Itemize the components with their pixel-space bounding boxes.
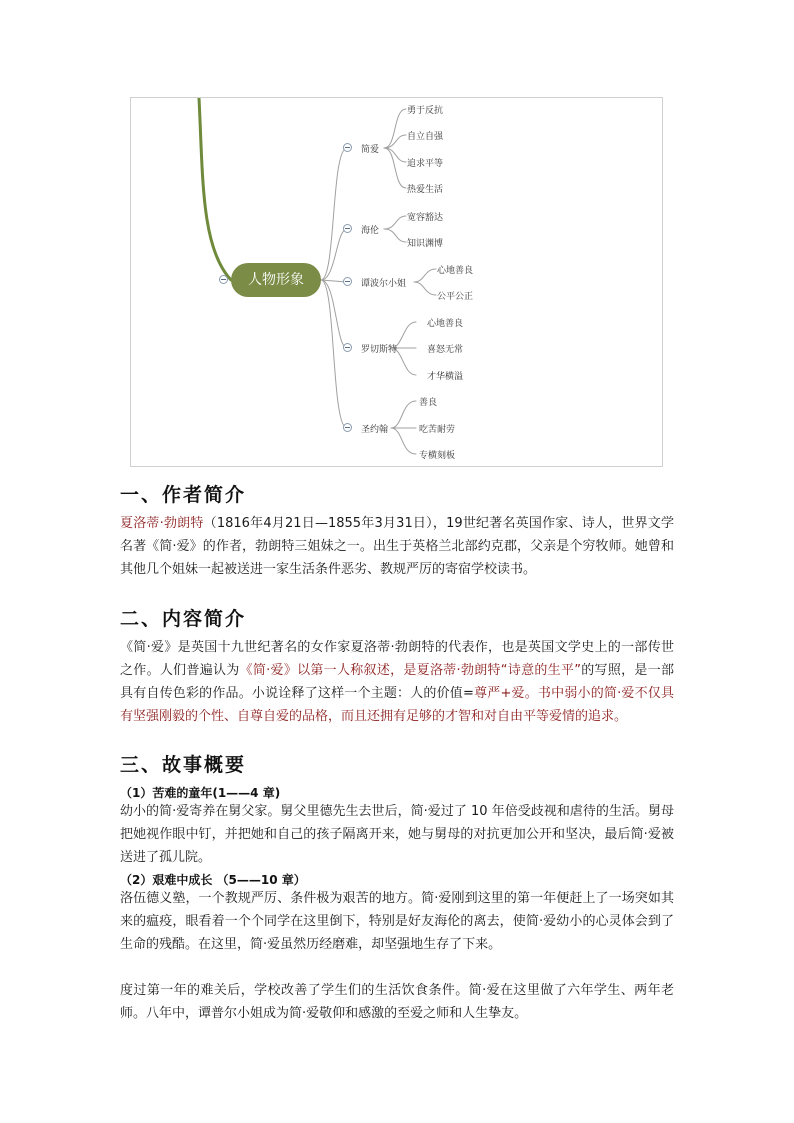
- mind-map-leaf[interactable]: 喜怒无常: [427, 345, 464, 355]
- mind-map-leaf[interactable]: 才华横溢: [427, 372, 464, 382]
- mind-map-central-node[interactable]: 人物形象: [231, 263, 321, 297]
- growth-paragraph: 洛伍德义塾，一个教规严厉、条件极为艰苦的地方。简·爱刚到这里的第一年便赶上了一场突如其来的瘟疫，眼看着一个个同学在这里倒下，特别是好友海伦的离去，使简·爱幼小的心灵体会到了生命的残酷。在这里，简·爱虽然历经磨难，却坚强地生存了下来。: [120, 891, 674, 952]
- mind-map-leaf[interactable]: 热爱生活: [407, 185, 444, 195]
- collapse-toggle-branch-5[interactable]: [343, 423, 352, 432]
- collapse-toggle-branch-1[interactable]: [343, 143, 352, 152]
- collapse-toggle-branch-4[interactable]: [343, 343, 352, 352]
- section-heading-content: 二、内容简介: [120, 608, 247, 630]
- mind-map-branch[interactable]: 圣约翰: [361, 425, 389, 435]
- content-intro-text-c: 的写照，是一部具有自传色彩的作品。小说诠释了这样一个主题：人的价值=: [120, 663, 674, 701]
- author-intro-text: （1816年4月21日—1855年3月31日），19世纪著名英国作家、诗人，世界文学名著《简·爱》的作者，勃朗特三姐妹之一。出生于英格兰北部约克郡，父亲是个穷牧师。她曾和其他几个姐妹一起被送进一家生活条件恶劣、教规严厉的寄宿学校读书。: [120, 516, 674, 577]
- mind-map-branch[interactable]: 谭波尔小姐: [361, 279, 407, 289]
- mind-map: [130, 97, 663, 467]
- section-heading-story: 三、故事概要: [120, 754, 247, 776]
- mind-map-leaf[interactable]: 知识渊博: [407, 239, 444, 249]
- mind-map-leaf[interactable]: 心地善良: [437, 266, 474, 276]
- mind-map-branch[interactable]: 简爱: [361, 145, 380, 155]
- mind-map-leaf[interactable]: 吃苦耐劳: [419, 425, 456, 435]
- content-intro-text-a: 《简·爱》是英国十九世纪著名的女作家夏洛蒂·勃朗特的代表作，也是英国文学史上的一部传世之作。人们普遍认为: [120, 640, 674, 678]
- collapse-toggle-branch-3[interactable]: [343, 277, 352, 286]
- mind-map-branch[interactable]: 罗切斯特: [361, 345, 398, 355]
- childhood-paragraph: 幼小的简·爱寄养在舅父家。舅父里德先生去世后，简·爱过了 10 年倍受歧视和虐待的生活。舅母把她视作眼中钉，并把她和自己的孩子隔离开来，她与舅母的对抗更加公开和坚决，最后简·爱被送进了孤儿院。: [120, 804, 674, 865]
- content-intro-highlight-b: 《简·爱》以第一人称叙述，是夏洛蒂·勃朗特“诗意的生平”: [239, 663, 581, 678]
- content-intro-paragraph: [120, 636, 674, 728]
- collapse-toggle-branch-2[interactable]: [343, 224, 352, 233]
- mind-map-leaf[interactable]: 勇于反抗: [407, 106, 444, 116]
- mind-map-leaf[interactable]: 心地善良: [427, 319, 464, 329]
- mind-map-leaf[interactable]: 宽容豁达: [407, 213, 444, 223]
- mind-map-leaf[interactable]: 善良: [419, 398, 438, 408]
- subheading-childhood: （1）苦难的童年(1——4 章): [120, 786, 281, 800]
- section-heading-author: 一、作者简介: [120, 484, 247, 506]
- mind-map-leaf[interactable]: 专横刻板: [419, 451, 456, 461]
- mind-map-leaf[interactable]: 自立自强: [407, 132, 444, 142]
- content-intro-highlight-d: 尊严+爱。书中弱小的简·爱不仅具有坚强刚毅的个性、自尊自爱的品格，而且还拥有足够的才智和对自由平等爱情的追求。: [120, 686, 674, 724]
- subheading-growth: （2）艰难中成长 （5——10 章）: [120, 873, 306, 887]
- mind-map-branch[interactable]: 海伦: [361, 226, 380, 236]
- mind-map-leaf[interactable]: 追求平等: [407, 159, 444, 169]
- collapse-toggle-center[interactable]: [219, 275, 228, 284]
- lowood-paragraph: 度过第一年的难关后，学校改善了学生们的生活饮食条件。简·爱在这里做了六年学生、两年老师。八年中，谭普尔小姐成为简·爱敬仰和感激的至爱之师和人生挚友。: [120, 983, 674, 1021]
- mind-map-leaf[interactable]: 公平公正: [437, 292, 474, 302]
- author-intro-paragraph: [120, 512, 674, 581]
- author-name: 夏洛蒂·勃朗特: [120, 516, 204, 531]
